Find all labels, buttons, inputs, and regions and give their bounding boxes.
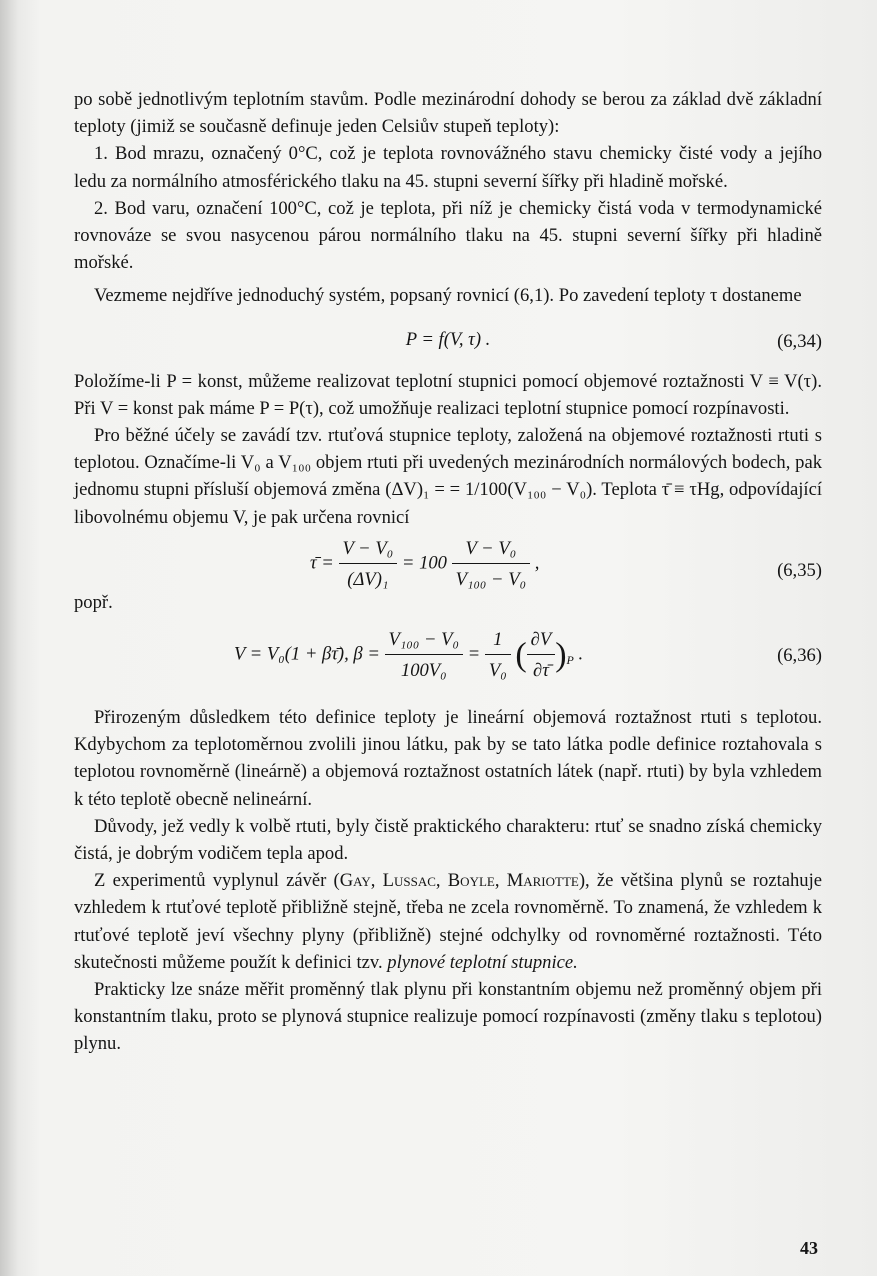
paragraph-reasons: Důvody, jež vedly k volbě rtuti, byly čistě praktického charakteru: rtuť se snadno získá chemicky čistá, je dobrým vodičem tepla apod.	[74, 815, 822, 865]
page-number: 43	[800, 1238, 818, 1258]
fraction-4-numerator: 1	[485, 626, 511, 655]
equation-6-36-equals: =	[467, 643, 481, 665]
text-popr: popř.	[74, 591, 113, 613]
equation-6-35-mid: = 100	[401, 552, 447, 574]
subscript-p: P	[566, 653, 574, 668]
equation-6-35-tail: ,	[534, 552, 540, 574]
paragraph-consequence: Přirozeným důsledkem této definice teploty je lineární objemová roztažnost rtuti s teplotou. Kdybychom za teplotoměrnou zvolili jinou látku, pak by se tato látka podle definice roztahovala s teplotou rovnoměrně (lineárně) a objemová roztažnost ostatních látek (např. rtuti) by byla vzhledem k této teplotě obecně nelineární.	[74, 707, 822, 810]
fraction-3-denominator: 100V₀	[400, 660, 447, 682]
equation-6-34-body: P = f(V, τ) .	[405, 328, 491, 350]
equation-6-36-tail: .	[578, 643, 584, 665]
paragraph-mercury-scale: Pro běžné účely se zavádí tzv. rtuťová stupnice teploty, založená na objemové roztažnosti rtuti s teplotou. Označíme-li V₀ a V₁₀₀ objem rtuti při uvedených mezinárodních normálových bodech, pak jednomu stupni přísluší objemová změna (ΔV)₁ = = 1/100(V₁₀₀ − V₀). Teplota τ̄ ≡ τHg, odpovídající libovolnému objemu V, je pak určena rovnicí	[74, 425, 822, 528]
equation-6-35-lhs: τ̄ =	[310, 552, 334, 574]
equation-6-34-number: (6,34)	[777, 330, 822, 352]
partial-denominator: ∂τ̄	[533, 660, 549, 682]
fraction-2-denominator: V₁₀₀ − V₀	[455, 569, 527, 591]
partial-derivative	[527, 626, 556, 684]
partial-numerator: ∂V	[527, 626, 556, 655]
equation-6-34	[74, 320, 822, 360]
paragraph-boiling-point: 2. Bod varu, označení 100°C, což je teplota, při níž je chemicky čistá voda v termodynamické rovnováze se svou nasycenou párou normálního tlaku na 45. stupni severní šířky při hladině mořské.	[74, 197, 822, 274]
paragraph-practical: Prakticky lze snáze měřit proměnný tlak plynu při konstantním objemu než proměnný objem při konstantním tlaku, proto se plynová stupnice realizuje pomocí rozpínavosti (změny tlaku s teplotou) plynu.	[74, 979, 822, 1055]
paragraph-experiments	[74, 867, 822, 976]
right-paren: )	[555, 636, 567, 674]
fraction-1-numerator: V − V₀	[339, 535, 398, 564]
equation-6-36-fraction-2	[485, 626, 511, 684]
fraction-1-denominator: (ΔV)₁	[347, 569, 389, 591]
fraction-4-denominator: V₀	[488, 660, 507, 682]
equation-6-36-fraction-1	[385, 626, 463, 684]
experiments-names: Gay, Lussac, Boyle, Mariotte	[339, 870, 579, 892]
left-paren: (	[515, 636, 527, 674]
paragraph-freezing-point: 1. Bod mrazu, označený 0°C, což je teplota rovnovážného stavu chemicky čisté vody a jejího ledu za normálního atmosférického tlaku na 45. stupni severní šířky při hladině mořské.	[74, 143, 822, 192]
paragraph-pressure-const: Položíme-li P = konst, můžeme realizovat teplotní stupnici pomocí objemové roztažnosti V ≡ V(τ). Při V = konst pak máme P = P(τ), což umožňuje realizaci teplotní stupnice pomocí rozpínavosti.	[74, 370, 822, 419]
equation-6-36-lhs: V = V₀(1 + βτ̄), β =	[234, 643, 380, 665]
equation-6-36-number: (6,36)	[777, 645, 822, 667]
experiments-text-a: Z experimentů vyplynul závěr (	[94, 870, 340, 892]
equation-6-36	[74, 620, 822, 700]
equation-6-35	[74, 535, 822, 607]
paragraph-simple-system: Vezmeme nejdříve jednoduchý systém, popsaný rovnicí (6,1). Po zavedení teploty τ dostaneme	[94, 285, 802, 307]
experiments-text-b: ), že většina plynů se roztahuje vzhledem k rtuťové teplotě přibližně stejně, třeba ne zcela rovnoměrně. To znamená, že vzhledem k rtuťové teplotě jeví všechny plyny (přibližně) stejné odchylky od rovnoměrné roztažnosti. Této skutečnosti můžeme použít k definici tzv.	[74, 870, 822, 973]
text-column	[74, 86, 822, 1058]
equation-6-35-fraction-2	[452, 535, 530, 593]
fraction-3-numerator: V₁₀₀ − V₀	[385, 626, 463, 655]
fraction-2-numerator: V − V₀	[452, 535, 530, 564]
equation-6-35-formula	[310, 535, 539, 593]
equation-6-35-fraction-1	[339, 535, 398, 593]
equation-6-35-number: (6,35)	[777, 559, 822, 581]
gas-scale-term: plynové teplotní stupnice.	[387, 951, 578, 973]
equation-6-36-formula	[234, 626, 583, 684]
paragraph-1: po sobě jednotlivým teplotním stavům. Podle mezinárodní dohody se berou za základ dvě základní teploty (jimiž se současně definuje jeden Celsiův stupeň teploty):	[74, 89, 822, 138]
